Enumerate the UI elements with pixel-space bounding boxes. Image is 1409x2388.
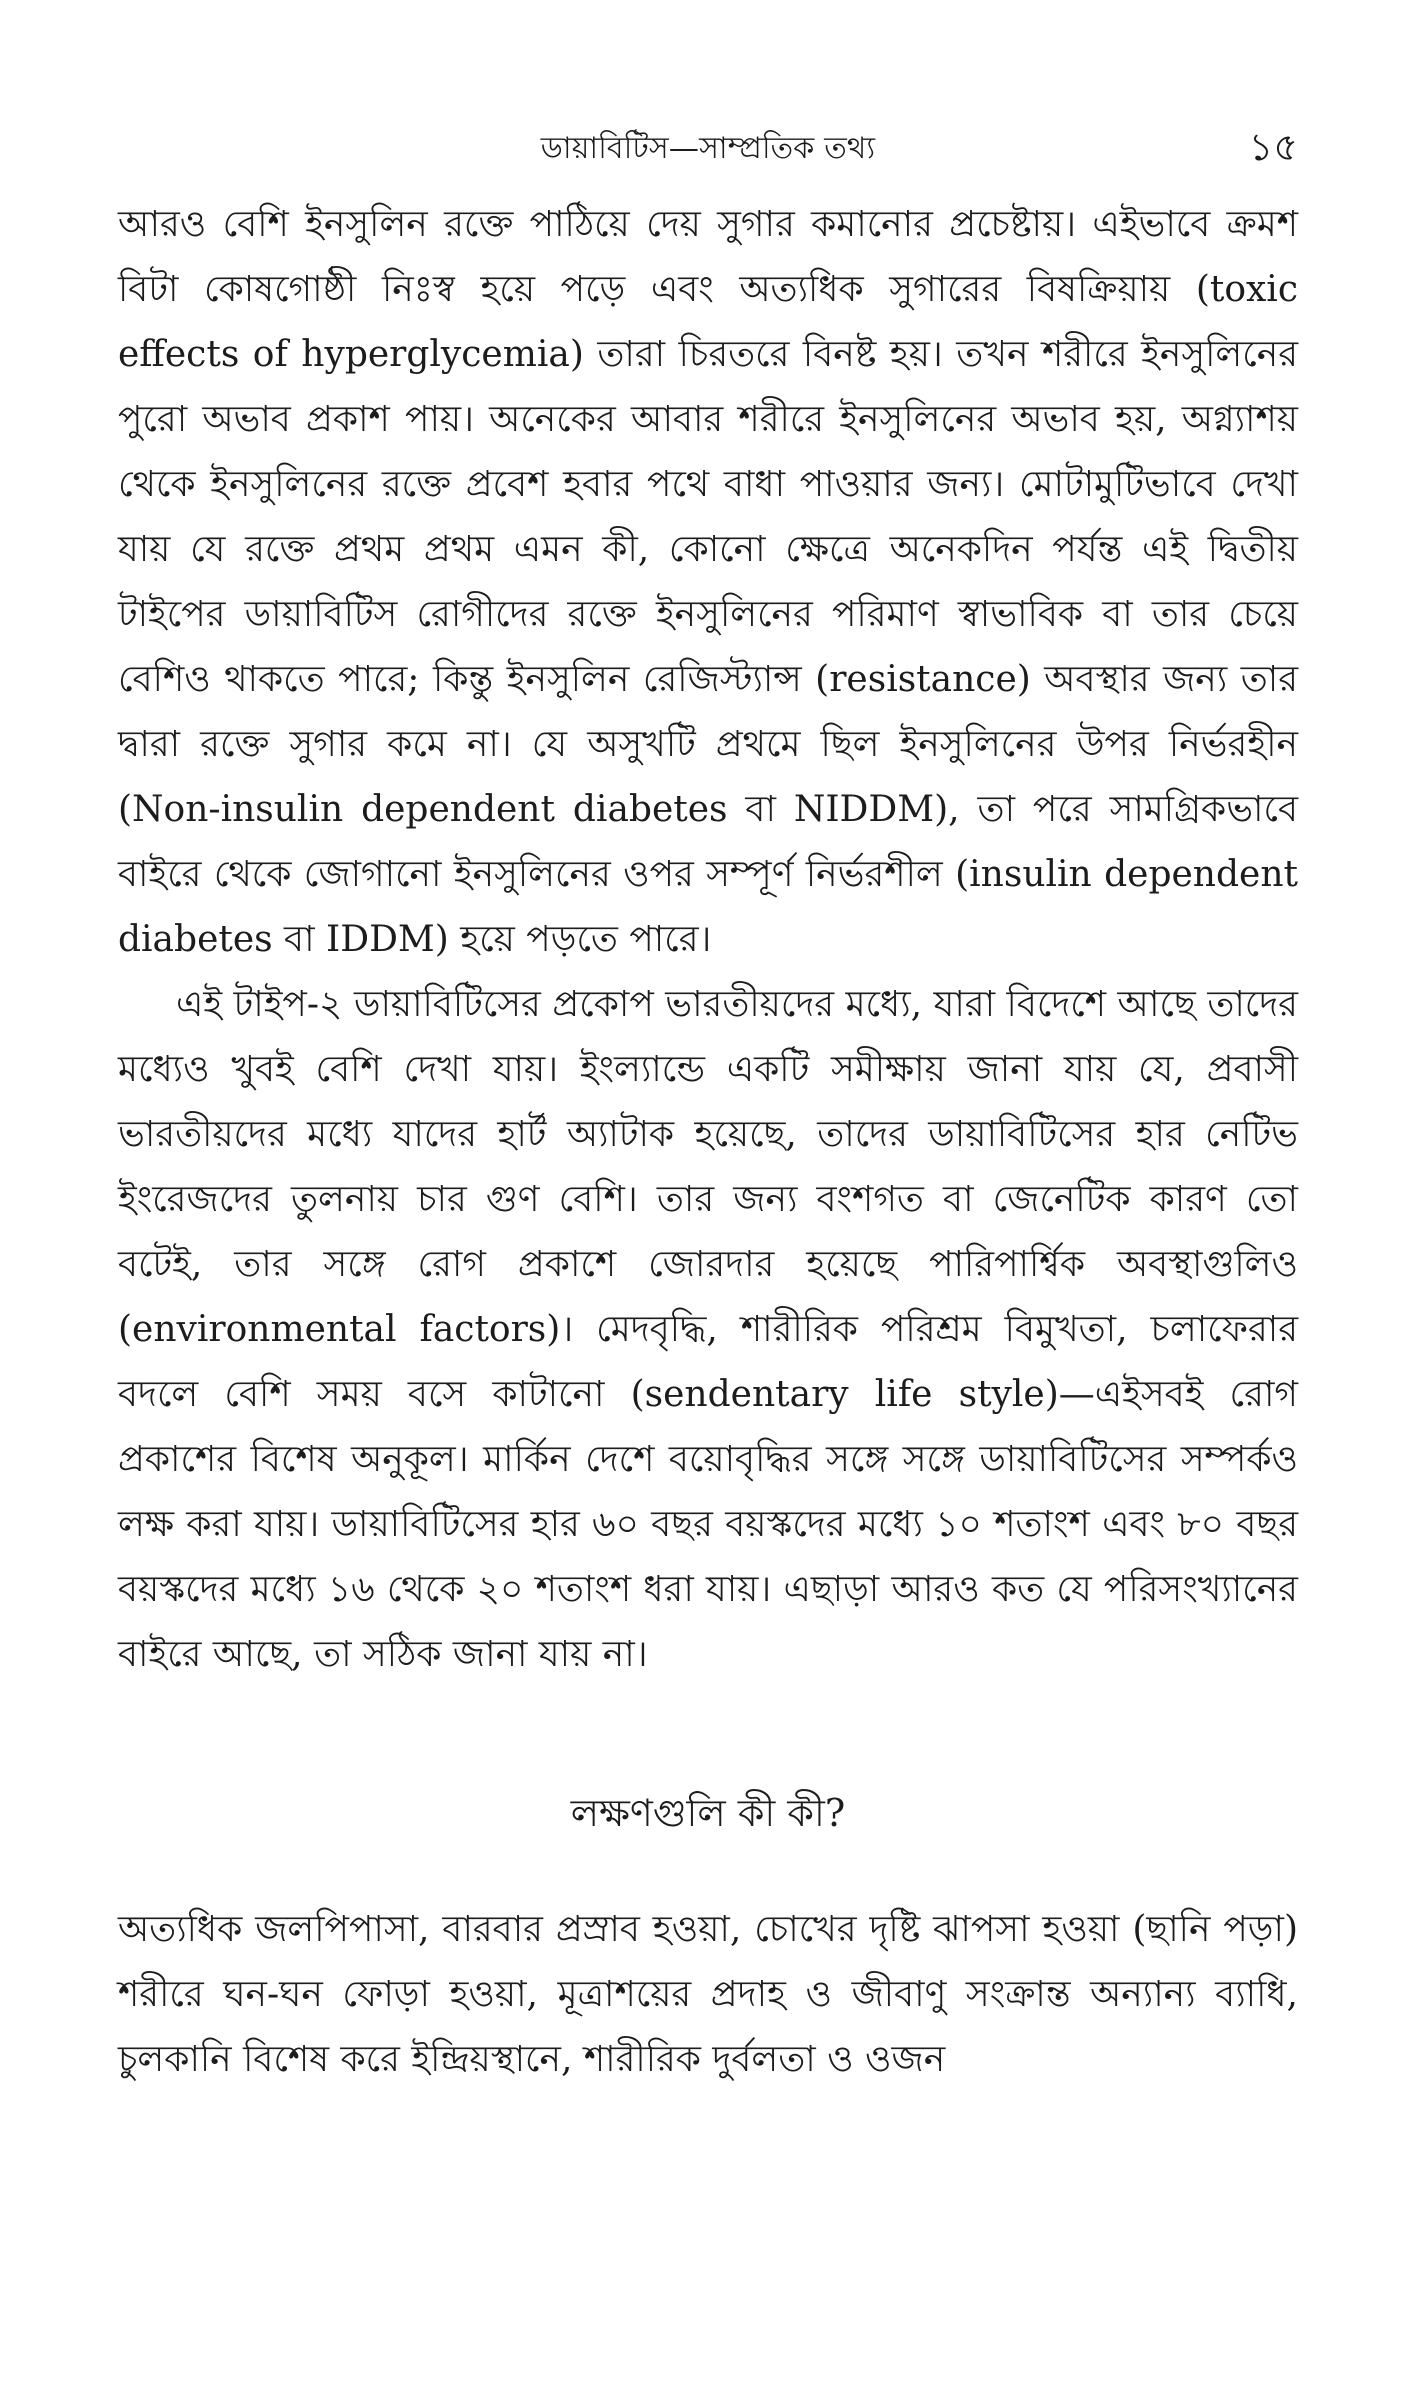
running-header <box>118 118 1298 178</box>
book-page <box>118 118 1298 2092</box>
paragraph-2: এই টাইপ-২ ডায়াবিটিসের প্রকোপ ভারতীয়দের মধ্যে, যারা বিদেশে আছে তাদের মধ্যেও খুবই বেশি দেখা যায়। ইংল্যান্ডে একটি সমীক্ষায় জানা যায় যে, প্রবাসী ভারতীয়দের মধ্যে যাদের হার্ট অ্যাটাক হয়েছে, তাদের ডায়াবিটিসের হার নেটিভ ইংরেজদের তুলনায় চার গুণ বেশি। তার জন্য বংশগত বা জেনেটিক কারণ তো বটেই, তার সঙ্গে রোগ প্রকাশে জোরদার হয়েছে পারিপার্শ্বিক অবস্থাগুলিও (environmental factors)। মেদবৃদ্ধি, শারীরিক পরিশ্রম বিমুখতা, চলাফেরার বদলে বেশি সময় বসে কাটানো (sendentary life style)—এইসবই রোগ প্রকাশের বিশেষ অনুকূল। মার্কিন দেশে বয়োবৃদ্ধির সঙ্গে সঙ্গে ডায়াবিটিসের সম্পর্কও লক্ষ করা যায়। ডায়াবিটিসের হার ৬০ বছর বয়স্কদের মধ্যে ১০ শতাংশ এবং ৮০ বছর বয়স্কদের মধ্যে ১৬ থেকে ২০ শতাংশ ধরা যায়। এছাড়া আরও কত যে পরিসংখ্যানের বাইরে আছে, তা সঠিক জানা যায় না। <box>118 984 1298 1675</box>
paragraph-3: অত্যধিক জলপিপাসা, বারবার প্রস্রাব হওয়া, চোখের দৃষ্টি ঝাপসা হওয়া (ছানি পড়া) শরীরে ঘন-ঘন ফোড়া হওয়া, মূত্রাশয়ের প্রদাহ ও জীবাণু সংক্রান্ত অন্যান্য ব্যাধি, চুলকানি বিশেষ করে ইন্দ্রিয়স্থানে, শারীরিক দুর্বলতা ও ওজন <box>118 1909 1298 2080</box>
paragraph-1: আরও বেশি ইনসুলিন রক্তে পাঠিয়ে দেয় সুগার কমানোর প্রচেষ্টায়। এইভাবে ক্রমশ বিটা কোষগোষ্ঠী নিঃস্ব হয়ে পড়ে এবং অত্যধিক সুগারের বিষক্রিয়ায় (toxic effects of hyperglycemia) তারা চিরতরে বিনষ্ট হয়। তখন শরীরে ইনসুলিনের পুরো অভাব প্রকাশ পায়। অনেকের আবার শরীরে ইনসুলিনের অভাব হয়, অগ্ন্যাশয় থেকে ইনসুলিনের রক্তে প্রবেশ হবার পথে বাধা পাওয়ার জন্য। মোটামুটিভাবে দেখা যায় যে রক্তে প্রথম প্রথম এমন কী, কোনো ক্ষেত্রে অনেকদিন পর্যন্ত এই দ্বিতীয় টাইপের ডায়াবিটিস রোগীদের রক্তে ইনসুলিনের পরিমাণ স্বাভাবিক বা তার চেয়ে বেশিও থাকতে পারে; কিন্তু ইনসুলিন রেজিস্ট্যান্স (resistance) অবস্থার জন্য তার দ্বারা রক্তে সুগার কমে না। যে অসুখটি প্রথমে ছিল ইনসুলিনের উপর নির্ভরহীন (Non-insulin dependent diabetes বা NIDDM), তা পরে সামগ্রিকভাবে বাইরে থেকে জোগানো ইনসুলিনের ওপর সম্পূর্ণ নির্ভরশীল (insulin dependent diabetes বা IDDM) হয়ে পড়তে পারে। <box>118 204 1298 960</box>
running-title: ডায়াবিটিস—সাম্প্রতিক তথ্য <box>540 131 876 166</box>
section-heading: লক্ষণগুলি কী কী? <box>570 1791 846 1835</box>
page-number: ১৫ <box>1248 125 1298 169</box>
